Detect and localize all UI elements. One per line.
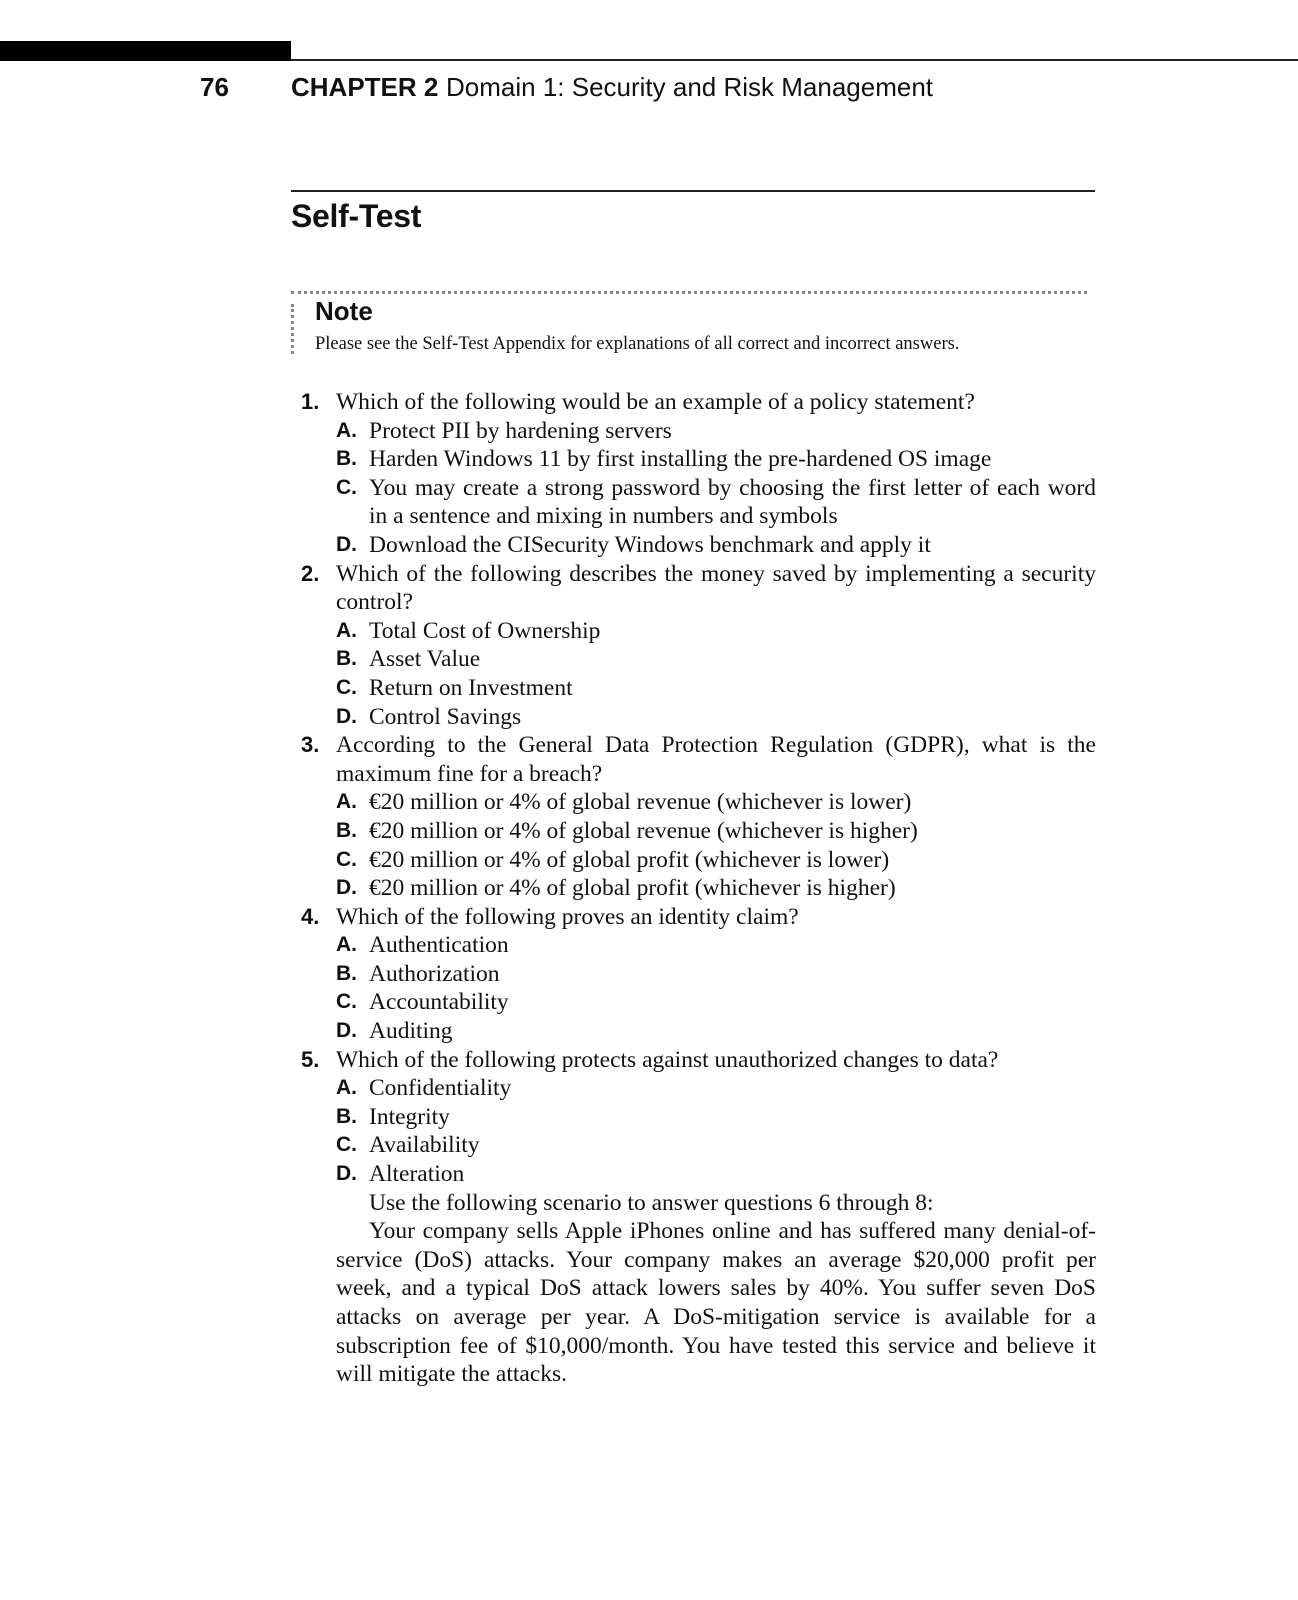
- header-black-bar: [0, 41, 291, 61]
- option-text: Confidentiality: [369, 1075, 512, 1102]
- option-b: [336, 960, 1096, 989]
- question-text: Which of the following protects against unauthorized changes to data?: [336, 1046, 999, 1073]
- question-2: [296, 560, 1096, 732]
- section-rule: [291, 190, 1095, 192]
- option-letter: C.: [336, 675, 357, 699]
- option-text: Accountability: [369, 989, 509, 1016]
- question-number: 5.: [301, 1046, 320, 1072]
- question-text: Which of the following describes the money saved by implementing a security control?: [336, 560, 1096, 616]
- option-letter: C.: [336, 1133, 357, 1157]
- option-text: Availability: [369, 1132, 480, 1159]
- option-text: Harden Windows 11 by first installing the pre-hardened OS image: [369, 446, 992, 473]
- option-text: €20 million or 4% of global profit (whichever is lower): [369, 846, 890, 873]
- option-text: €20 million or 4% of global profit (whichever is higher): [369, 875, 896, 902]
- question-4: [296, 903, 1096, 1046]
- option-letter: C.: [336, 475, 357, 499]
- option-letter: B.: [336, 1104, 357, 1128]
- section-title: Self-Test: [291, 198, 422, 234]
- option-letter: D.: [336, 1162, 357, 1186]
- note-text: Please see the Self-Test Appendix for explanations of all correct and incorrect answers.: [315, 334, 960, 354]
- note-box: [291, 291, 1087, 364]
- chapter-label: CHAPTER 2: [291, 72, 439, 102]
- question-3: [296, 731, 1096, 903]
- running-head: [0, 68, 1298, 108]
- option-text: Total Cost of Ownership: [369, 617, 601, 644]
- option-d: [336, 531, 1096, 560]
- question-text: Which of the following proves an identity claim?: [336, 903, 799, 930]
- option-a: [336, 788, 1096, 817]
- option-c: [336, 1131, 1096, 1160]
- question-text: According to the General Data Protection Regulation (GDPR), what is the maximum fine for a breach?: [336, 732, 1096, 787]
- question-number: 4.: [301, 903, 320, 929]
- option-letter: A.: [336, 618, 357, 642]
- scenario-intro: Use the following scenario to answer questions 6 through 8:: [369, 1189, 934, 1216]
- option-d: [336, 1017, 1096, 1046]
- option-text: Authorization: [369, 960, 500, 987]
- option-d: [336, 1160, 1096, 1189]
- question-text: Which of the following would be an example of a policy statement?: [336, 389, 975, 415]
- option-letter: A.: [336, 933, 357, 957]
- option-letter: D.: [336, 876, 357, 900]
- option-text: Return on Investment: [369, 674, 573, 701]
- option-b: [336, 445, 1096, 474]
- option-text: Control Savings: [369, 703, 522, 730]
- option-d: [336, 703, 1096, 732]
- option-letter: D.: [336, 704, 357, 728]
- question-list: [296, 388, 1096, 1389]
- option-a: [336, 931, 1096, 960]
- option-text: You may create a strong password by choosing the first letter of each word in a sentence and mixing in numbers and symbols: [369, 474, 1096, 530]
- note-title: Note: [315, 296, 373, 326]
- question-number: 2.: [301, 560, 320, 586]
- option-letter: C.: [336, 990, 357, 1014]
- option-text: Asset Value: [369, 646, 481, 673]
- option-letter: A.: [336, 1076, 357, 1100]
- header-rule: [291, 59, 1298, 61]
- option-text: Auditing: [369, 1018, 453, 1045]
- option-d: [336, 874, 1096, 903]
- option-a: [336, 417, 1096, 446]
- option-text: Authentication: [369, 932, 509, 959]
- option-text: Alteration: [369, 1161, 465, 1188]
- note-dotted-border: [291, 304, 294, 354]
- option-c: [336, 674, 1096, 703]
- option-letter: B.: [336, 647, 357, 671]
- scenario: [296, 1189, 1096, 1389]
- option-text: €20 million or 4% of global revenue (whichever is lower): [369, 789, 912, 816]
- option-text: Download the CISecurity Windows benchmark and apply it: [369, 531, 931, 558]
- option-b: [336, 1103, 1096, 1132]
- option-text: Protect PII by hardening servers: [369, 417, 672, 444]
- option-letter: A.: [336, 418, 357, 442]
- question-number: 3.: [301, 732, 320, 758]
- option-letter: B.: [336, 447, 357, 471]
- option-letter: D.: [336, 1019, 357, 1043]
- option-b: [336, 817, 1096, 846]
- option-letter: C.: [336, 847, 357, 871]
- scenario-body: Your company sells Apple iPhones online and has suffered many denial-of-service (DoS) attacks. Your company makes an average $20,000 profit per week, and a typical DoS attack lowers sales by 40%. You suffer seven DoS attacks on average per year. A DoS-mitigation service is available for a subscription fee of $10,000/month. You have tested this service and believe it will mitigate the attacks.: [336, 1218, 1096, 1388]
- option-letter: D.: [336, 532, 357, 556]
- question-5: [296, 1046, 1096, 1189]
- option-a: [336, 617, 1096, 646]
- option-c: [336, 474, 1096, 531]
- option-a: [336, 1074, 1096, 1103]
- question-1: [296, 388, 1096, 560]
- chapter-title: Domain 1: Security and Risk Management: [446, 72, 934, 102]
- option-text: Integrity: [369, 1103, 450, 1130]
- option-letter: B.: [336, 961, 357, 985]
- page-number: 76: [200, 72, 229, 102]
- option-letter: A.: [336, 790, 357, 814]
- option-text: €20 million or 4% of global revenue (whichever is higher): [369, 817, 918, 844]
- option-c: [336, 846, 1096, 875]
- question-number: 1.: [301, 389, 320, 414]
- option-b: [336, 645, 1096, 674]
- option-c: [336, 988, 1096, 1017]
- option-letter: B.: [336, 818, 357, 842]
